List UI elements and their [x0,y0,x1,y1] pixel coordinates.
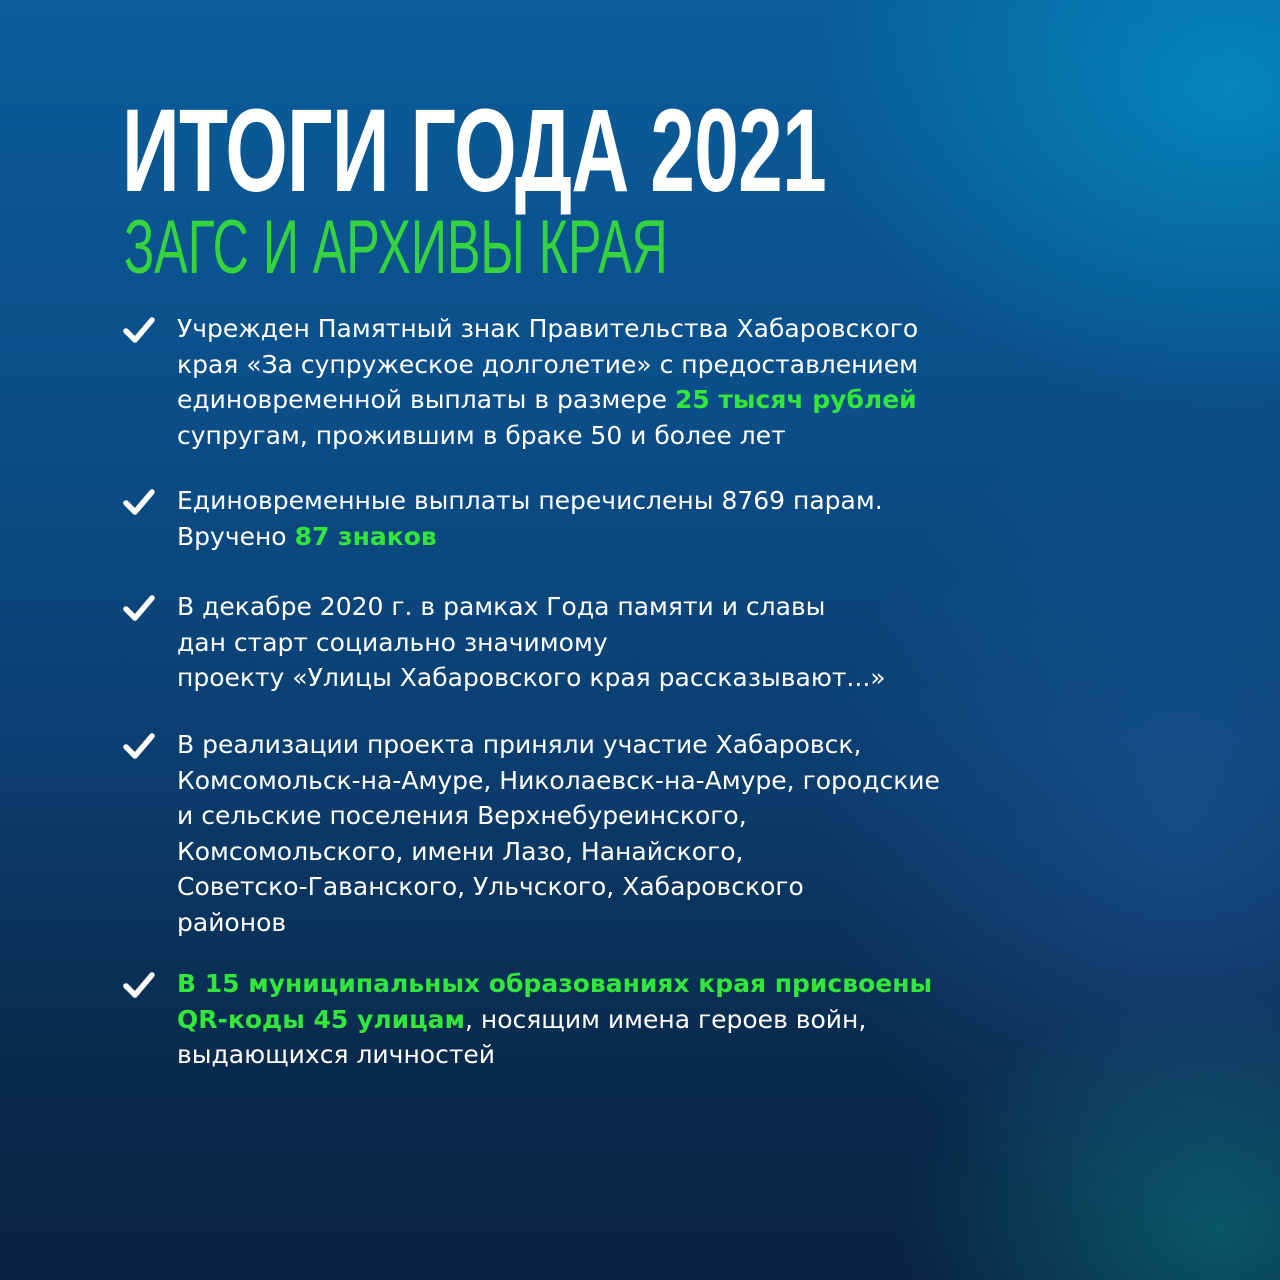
item-text-fragment: Вручено [177,521,295,551]
item-line: районов [177,907,287,937]
checkmark-icon [122,315,156,345]
highlight-amount: 25 тысяч рублей [674,385,917,414]
item-line: Единовременные выплаты перечислены 8769 парам. [177,486,883,515]
checkmark-icon [122,970,156,1000]
item-line: дан старт социально значимому [177,627,608,657]
checkmark-icon [122,487,156,517]
item-line [177,519,1137,555]
item-line: Учрежден Памятный знак Правительства Хабаровского [177,314,919,343]
item-text [177,727,1137,940]
item-line: проекту «Улицы Хабаровского края рассказывают...» [177,663,886,692]
checkmark-icon [122,593,156,623]
item-line: Комсомольского, имени Лазо, Нанайского, [177,836,744,866]
item-line: края «За супружеское долголетие» с предоставлением [177,349,918,379]
item-text [177,483,1137,554]
item-line: В декабре 2020 г. в рамках Года памяти и славы [177,592,826,621]
item-line: выдающихся личностей [177,1040,496,1069]
item-line [177,1002,1137,1038]
page-title: ИТОГИ ГОДА 2021 [122,85,827,217]
checkmark-icon [122,731,156,761]
item-line: В реализации проекта приняли участие Хабаровск, [177,730,862,759]
page-subtitle: ЗАГС И АРХИВЫ КРАЯ [124,205,668,290]
item-text [177,966,1137,1073]
item-line: Советско-Гаванского, Ульчского, Хабаровского [177,872,804,901]
item-line: Комсомольск-на-Амуре, Николаевск-на-Амуре, городские [177,765,940,795]
item-text [177,589,1137,696]
item-line [177,382,1137,418]
item-text [177,311,1137,453]
highlight-qr-codes: QR-коды 45 улицам [177,1004,465,1034]
item-line: супругам, прожившим в браке 50 и более лет [177,420,786,450]
item-line: и сельские поселения Верхнебуреинского, [177,801,747,830]
item-text-fragment: , носящим имена героев войн, [464,1004,867,1034]
highlight-line: В 15 муниципальных образованиях края присвоены [177,969,933,998]
highlight-count: 87 знаков [294,521,437,551]
item-text-fragment: единовременной выплаты в размере [177,385,675,414]
